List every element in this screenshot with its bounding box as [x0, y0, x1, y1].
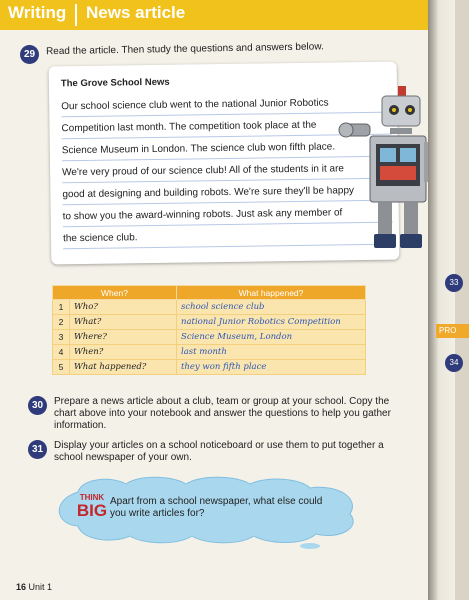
table-row [53, 300, 366, 315]
row-number: 1 [53, 300, 70, 315]
page-footer [16, 582, 52, 592]
exercise-30-number: 30 [28, 396, 47, 415]
table-header-when: When? [53, 286, 177, 300]
header-divider [75, 4, 77, 26]
exercise-29-number: 29 [20, 45, 39, 64]
row-answer: school science club [177, 300, 366, 315]
article-line: to show you the award-winning robots. Just ask any member of [63, 202, 393, 228]
article-line: We're very proud of our science club! All of the students in it are [62, 158, 392, 184]
row-question: Where? [70, 330, 177, 345]
row-number: 3 [53, 330, 70, 345]
row-number: 4 [53, 345, 70, 360]
row-question: When? [70, 345, 177, 360]
exercise-29-instruction: Read the article. Then study the questions and answers below. [45, 41, 324, 58]
article-line: the science club. [63, 224, 393, 250]
page-number: 16 [16, 582, 27, 592]
exercise-31-number: 31 [28, 440, 47, 459]
next-page-number-34: 34 [445, 354, 463, 372]
table-row [53, 315, 366, 330]
section-label: Writing [8, 3, 67, 22]
row-question: What? [70, 315, 177, 330]
section-header [0, 0, 430, 30]
unit-label: Unit 1 [28, 582, 53, 592]
questions-answers-table [52, 285, 366, 375]
row-question: Who? [70, 300, 177, 315]
row-answer: last month [177, 345, 366, 360]
exercise-31-instruction: Display your articles on a school noticeboard or use them to put together a school newspaper of your own. [54, 440, 384, 463]
article-line: Science Museum in London. The science club won fifth place. [62, 136, 392, 162]
row-number: 2 [53, 315, 70, 330]
section-title: News article [86, 3, 186, 22]
table-row [53, 330, 366, 345]
exercise-30-instruction: Prepare a news article about a club, team or group at your school. Copy the chart above into your notebook and answer the questions to help you gather information. [54, 396, 391, 431]
row-answer: they won fifth place [177, 360, 366, 375]
table-row [53, 360, 366, 375]
row-answer: national Junior Robotics Competition [177, 315, 366, 330]
article-line: good at designing and building robots. We're sure they'll be happy [62, 180, 392, 206]
next-page-number-33: 33 [445, 274, 463, 292]
row-answer: Science Museum, London [177, 330, 366, 345]
article-title: The Grove School News [60, 76, 170, 90]
think-big-question: Apart from a school newspaper, what else could you write articles for? [110, 496, 323, 519]
table-header-row [53, 286, 366, 300]
next-page-edge [428, 0, 459, 600]
row-number: 5 [53, 360, 70, 375]
article-line: Competition last month. The competition took place at the [61, 114, 391, 140]
robot-illustration [336, 84, 430, 260]
table-row [53, 345, 366, 360]
think-big-logo: THINK BIG [76, 493, 108, 520]
row-question: What happened? [70, 360, 177, 375]
article-line: Our school science club went to the national Junior Robotics [61, 92, 391, 118]
table-header-what-happened: What happened? [177, 286, 366, 300]
next-page-pro-tab: PRO [436, 324, 469, 338]
